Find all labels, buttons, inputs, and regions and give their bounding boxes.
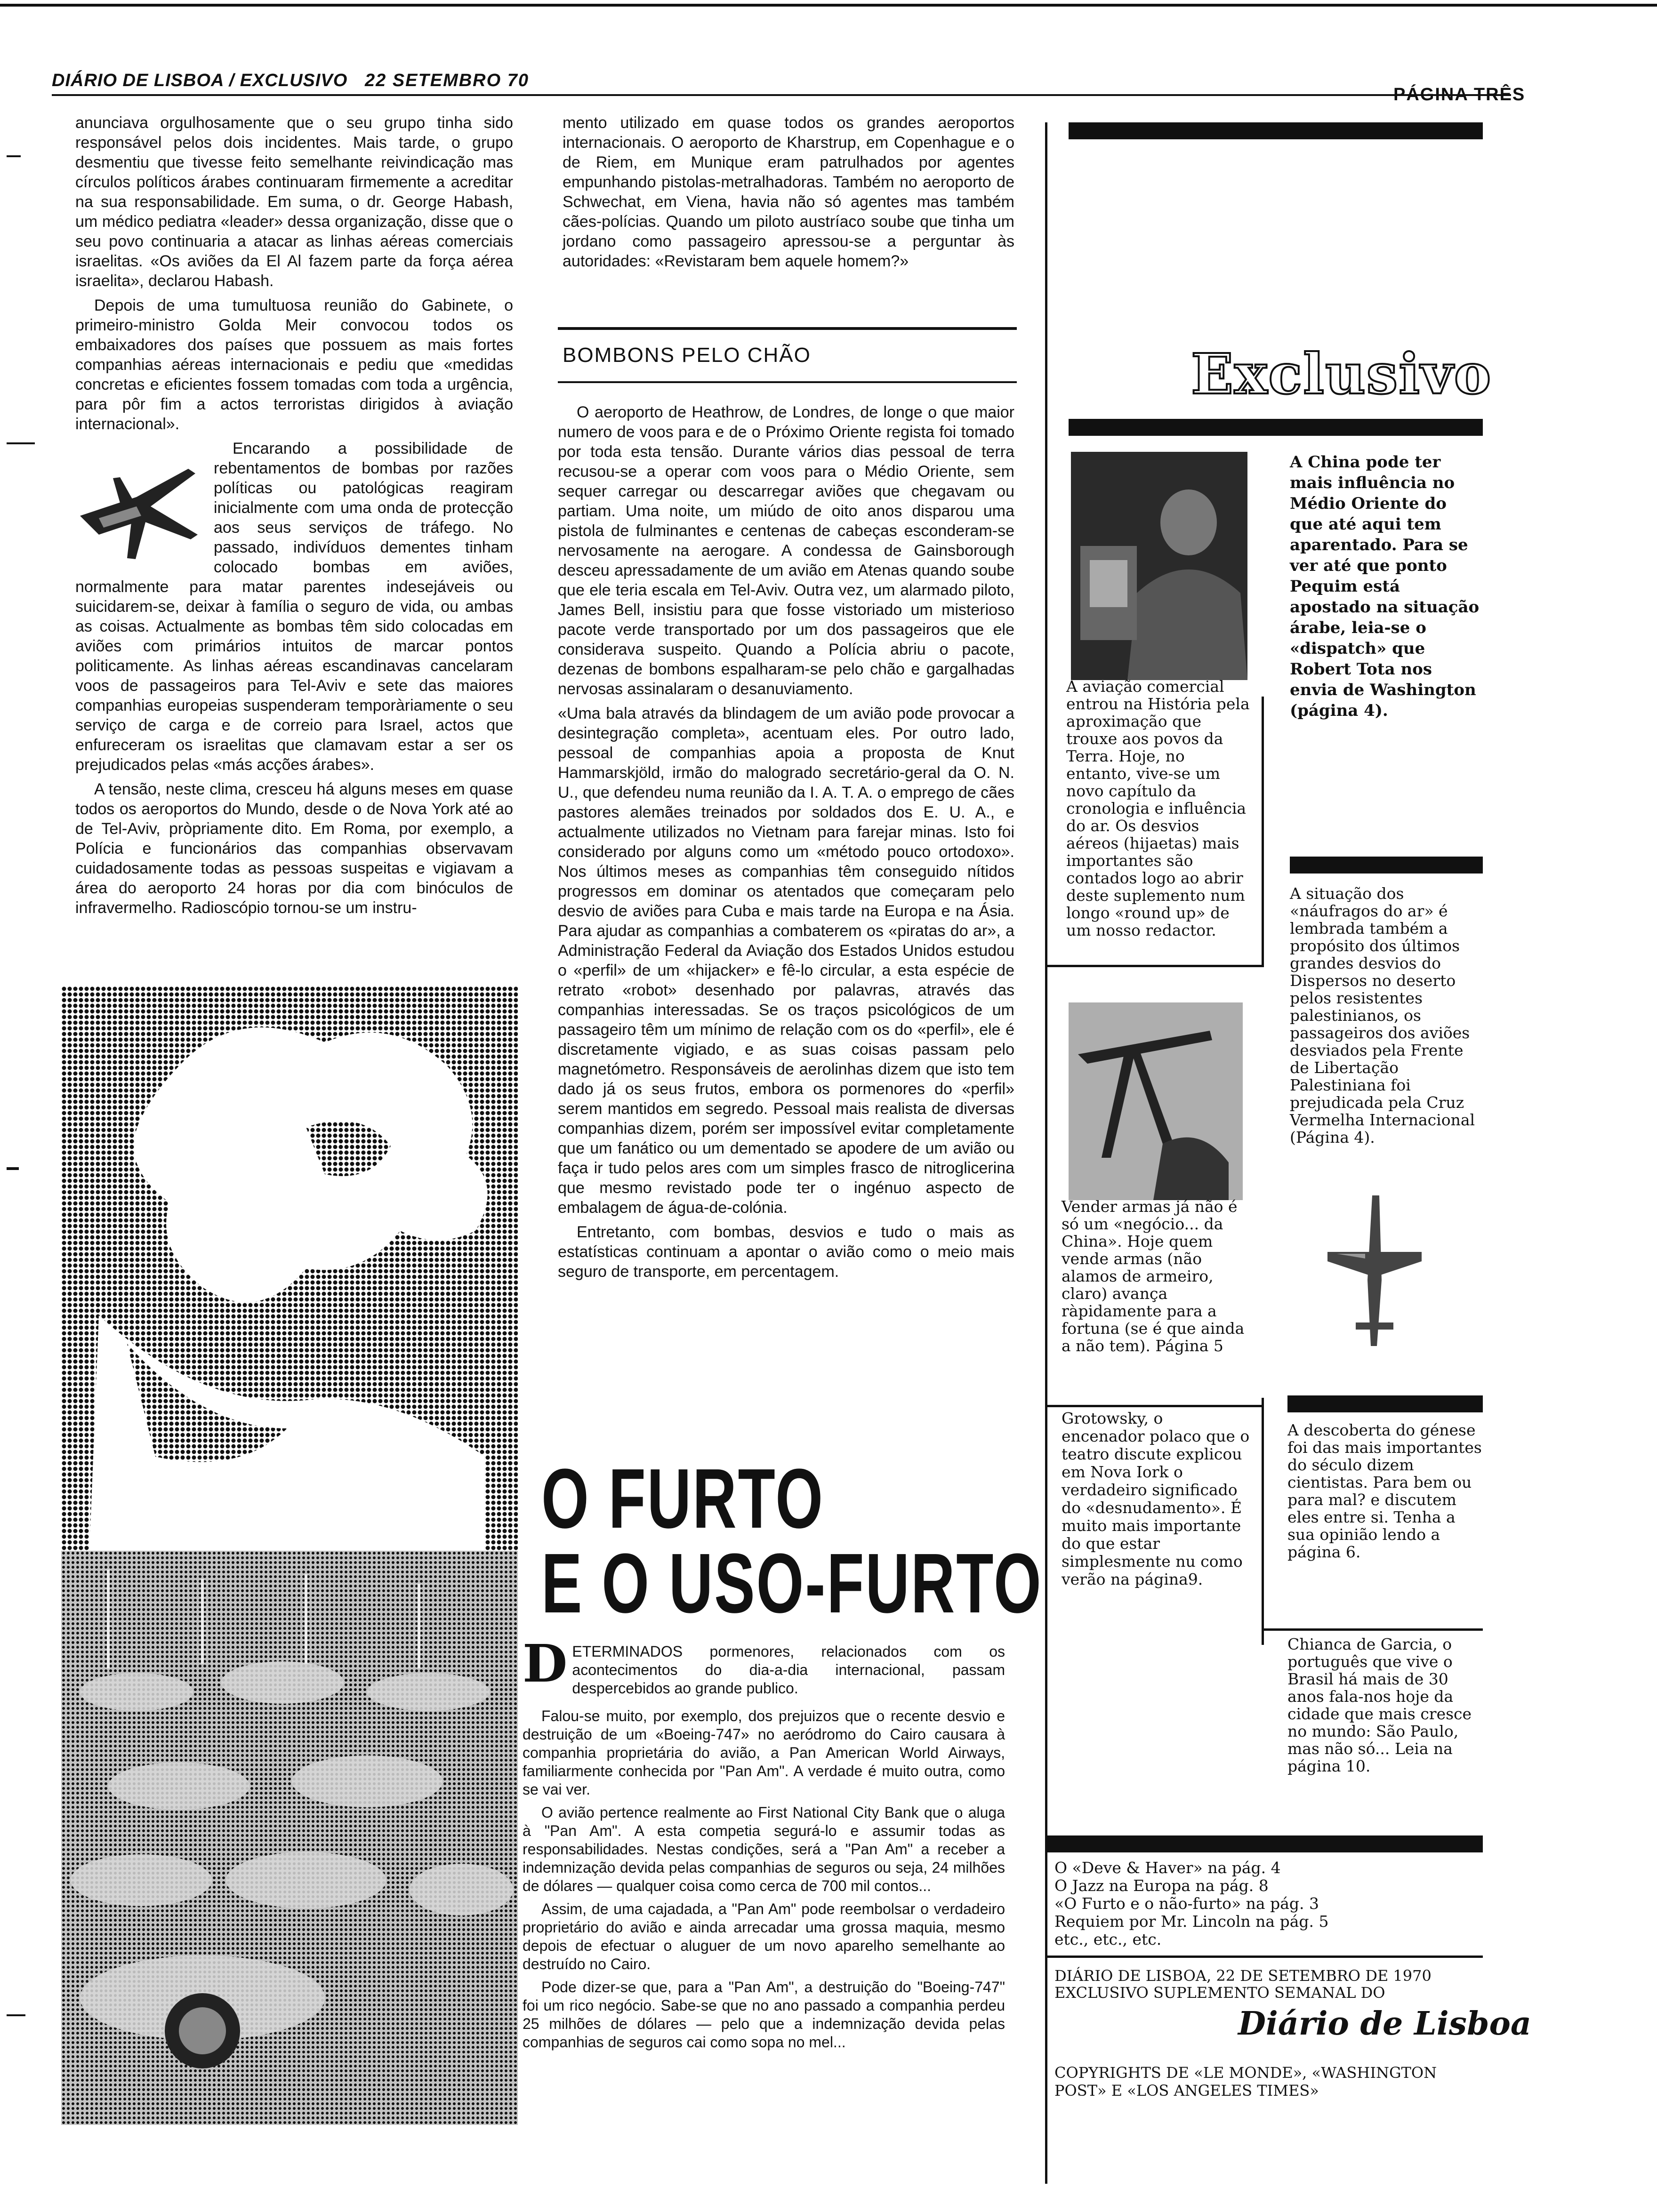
- col1-para: anunciava orgulhosamente que o seu grupo tinha sido responsável pelos dois incidentes. Mais tarde, o grupo desmentiu que tivesse feito semelhante reivindicação mas círculos políticos árabes continuaram firmemente a acreditar na sua responsabilidade. Em suma, o dr. George Habash, um médico pediatra «leader» dessa organização, disse que o seu povo continuaria a atacar as linhas aéreas comerciais israelitas. «Os aviões da El Al fazem parte da força aérea israelita», declarou Habash.: [75, 114, 513, 290]
- index-item: Requiem por Mr. Lincoln na pág. 5: [1054, 1912, 1329, 1931]
- index-item: O «Deve & Haver» na pág. 4: [1054, 1859, 1281, 1877]
- airport-photo-collage: [61, 986, 518, 2125]
- furto-para: O avião pertence realmente ao First National City Bank que o aluga à "Pan Am". A esta competia segurá-lo e assumir todas as responsabilidades. Nestas condições, será a "Pan Am" a receber a indemnização devida pelas companhias de seguros ou seja, 24 milhões de dólares — qualquer coisa como cerca de 700 mil contos...: [523, 1804, 1005, 1894]
- furto-dropcap: D: [523, 1633, 568, 1694]
- col2-body: [558, 402, 1014, 1286]
- footer-rule: [1047, 1956, 1483, 1958]
- col1-para: A tensão, neste clima, cresceu há alguns meses em quase todos os aeroportos do Mundo, desde o de Nova York até ao de Tel-Aviv, pròpriamente dito. Em Roma, por exemplo, a Polícia e funcionários das companhias observavam cuidadosamente todas as pessoas suspeitas e vigiavam a área do aeroporto 24 horas por dia com binóculos de infravermelho. Radioscópio tornou-se um instru-: [75, 780, 513, 917]
- furto-lead: [523, 1633, 1005, 1698]
- header-date: 22 SETEMBRO 70: [365, 71, 529, 90]
- sidebar-divider: [1262, 697, 1264, 965]
- furto-para: Pode dizer-se que, para a "Pan Am", a destruição do "Boeing-747" foi um rico negócio. Sabe-se que no ano passado a companhia perdeu 25 milhões de dólares — pelo que a indemnização devida pelas companhias de seguros cai como sopa no mel...: [523, 1979, 1005, 2051]
- plane-illustration-2: [1327, 1195, 1422, 1346]
- furto-para: Assim, de uma cajadada, a "Pan Am" pode reembolsar o verdadeiro proprietário do avião e ainda arrecadar uma grossa maquia, mesmo depois de efectuar o aluguer de um novo aparelho semelhante ao destruído no Cairo.: [523, 1900, 1005, 1972]
- furto-title-line2: E O USO-FURTO: [541, 1536, 1043, 1631]
- col2-top-text: mento utilizado em quase todos os grandes aeroportos internacionais. O aeroporto de Kharstrup, em Copenhague e o de Riem, em Munique eram patrulhados por agentes empunhando pistolas-metralhadoras. Também no aeroporto de Schwechat, em Viena, havia não só agentes mas também cães-polícias. Quando um piloto austríaco soube que tinha um jordano como passageiro apressou-se a perguntar às autoridades: «Revistaram bem aquele homem?»: [563, 114, 1014, 270]
- index-bar: [1047, 1835, 1483, 1852]
- footer-logo: Diário de Lisboa: [1238, 2005, 1531, 2043]
- col2-para: O aeroporto de Heathrow, de Londres, de longe o que maior numero de voos para e de o Próximo Oriente regista foi tomado por toda esta tensão. Durante vários dias pessoal de terra recusou-se a operar com voos para o Médio Oriente, sem sequer carregar ou descarregar aviões que chegavam ou partiam. Uma noite, um miúdo de oito anos disparou uma pistola de fulminantes e centenas de cabeças esconderam-se nervosamente na aerogare. A condessa de Gainsborough desceu apressadamente de um avião em Atenas quando soube que ele teria escala em Tel-Aviv. Outra vez, um alarmado piloto, James Bell, insistiu para que fosse vistoriado um misterioso pacote verde transportado por um dos passageiros que ele considerava suspeito. Quando a Polícia abriu o pacote, dezenas de bombons espalharam-se pelo chão e gargalhadas nervosas assinalaram o desanuviamento.: [558, 403, 1014, 698]
- photo-weapon: [1069, 1002, 1243, 1200]
- margin-mark: [7, 442, 35, 444]
- furto-para: Falou-se muito, por exemplo, dos prejuizos que o recente desvio e destruição de um «Boeing-747» no aeródromo do Cairo causara à companhia proprietária do avião, a Pan American World Airways, familiarmente conhecida por "Pan Am". A verdade é muito outra, como se vai ver.: [523, 1707, 1005, 1798]
- photo-aviation-passenger: [1071, 452, 1247, 680]
- genese-rule: [1264, 1628, 1483, 1631]
- genese-blurb: A descoberta do génese foi das mais importantes do século dizem cientistas. Para bem ou para mal? e discutem eles entre si. Tenha a sua opinião lendo a página 6.: [1287, 1421, 1482, 1561]
- footer-line2: EXCLUSIVO SUPLEMENTO SEMANAL DO: [1054, 1984, 1385, 2002]
- col2-para: Entretanto, com bombas, desvios e tudo o mais as estatísticas continuam a apontar o avião como o meio mais seguro de transporte, em percentagem.: [558, 1223, 1014, 1281]
- index-item: «O Furto e o não-furto» na pág. 3: [1054, 1894, 1319, 1913]
- sidebar-top-bar: [1069, 122, 1483, 139]
- margin-mark: [7, 155, 21, 157]
- top-border: [0, 4, 1657, 7]
- naufragos-blurb: A situação dos «náufragos do ar» é lembrada também a propósito dos últimos grandes desvios do Dispersos no deserto pelos resistentes palestinianos, os passageiros dos aviões desviados pela Frente de Libertação Palestiniana foi prejudicada pela Cruz Vermelha Internacional (Página 4).: [1290, 884, 1475, 1146]
- sidebar-left-border: [1045, 122, 1047, 2184]
- genese-bar: [1287, 1395, 1483, 1412]
- sidebar-rule-grotowsky: [1047, 1405, 1264, 1407]
- header-rule: [52, 94, 1511, 96]
- naufragos-bar: [1290, 857, 1483, 874]
- armas-blurb: Vender armas já não é só um «negócio... da China». Hoje quem vende armas (não alamos de armeiro, claro) avança ràpidamente para a fortuna (se é que ainda a não tem). Página 5: [1062, 1197, 1245, 1355]
- header-left: DIÁRIO DE LISBOA / EXCLUSIVO: [52, 71, 348, 90]
- grotowsky-divider: [1262, 1398, 1264, 1645]
- index-list: [1054, 1859, 1478, 1948]
- col2-para: «Uma bala através da blindagem de um avião pode provocar a desintegração completa», acentuam eles. Por outro lado, pessoal de companhias apoia a proposta de Knut Hammarskjöld, irmão do malogrado secretário-geral da O. N. U., que defendeu numa reunião da I. A. T. A. o emprego de cães pastores alemães treinados por soldados dos E. U. A., e actualmente utilizados no Vietnam para farejar minas. Isto foi considerado por alguns como um «método pouco ortodoxo». Nos últimos meses as companhias têm conseguido nítidos progressos em dominar os atentados que começaram pelo desvio de aviões para Cuba e mais tarde na Europa e na Ásia. Para ajudar as companhias a combaterem os «piratas do ar», a Administração Federal da Aviação dos Estados Unidos estudou o «perfil» de um «hijacker» e fê-lo circular, a esta espécie de retrato «robot» desenhado por palavras, através das companhias interessadas. Se os traços psicológicos de um passageiro têm um mínimo de relação com os do «perfil», ele é discretamente vigiado, e as suas coisas passam pelo magnetómetro. Responsáveis de aerolinhas dizem que isto tem dado já os seus frutos, embora os pormenores do «perfil» serem mantidos em segredo. Pessoal mais realista de diversas companhias dizem, porém ser impossível evitar completamente que um fanático ou um dementado se apodere de um avião ou faça ir tudo pelos ares com um simples frasco de nitroglicerina que mesmo revistado pode ter o ingénuo aspecto de embalagem de água-de-colónia.: [558, 705, 1014, 1217]
- furto-title-line1: O FURTO: [541, 1451, 824, 1546]
- exclusivo-title: Exclusivo: [1191, 341, 1492, 407]
- grotowsky-blurb: Grotowsky, o encenador polaco que o teatro discute explicou em Nova Iork o verdadeiro significado do «desnudamento». É muito mais importante do que estar simplesmente nu como verão na página9.: [1062, 1409, 1250, 1588]
- col2-heading-rule: [558, 327, 1017, 330]
- exclusivo-bar: [1069, 419, 1483, 436]
- index-item: etc., etc., etc.: [1054, 1930, 1162, 1948]
- margin-mark: [7, 1167, 19, 1170]
- col1-para: Encarando a possibilidade de rebentamentos de bombas por razões políticas ou patológicas reagiram inicialmente com uma onda de protecção aos seus serviços de tráfego. No passado, indivíduos dementes tinham colocado bombas em aviões, normalmente para matar parentes indesejáveis ou suicidarem-se, deixar à família o seguro de vida, ou ambas as coisas. Actualmente as bombas têm sido colocadas em aviões com primários intuitos de marcar pontos politicamente. As linhas aéreas escandinavas cancelaram voos de passageiros para Tel-Aviv e sete das maiores companhias europeias suspenderam temporàriamente o seu serviço de carga e de correio para Israel, actos que enfureceram os israelitas que clamavam estar a ser os prejudicados pelas «más acções árabes».: [75, 440, 513, 774]
- sidebar-rule-mid: [1047, 965, 1264, 967]
- china-blurb: A China pode ter mais influência no Médio Oriente do que até aqui tem aparentado. Para se ver até que ponto Pequim está apostado na situação árabe, leia-se o «dispatch» que Robert Tota nos envia de Washington (página 4).: [1290, 453, 1480, 720]
- plane-illustration-1: [71, 441, 207, 572]
- copyright: COPYRIGHTS DE «LE MONDE», «WASHINGTON POST» E «LOS ANGELES TIMES»: [1054, 2064, 1437, 2100]
- furto-lead-text: ETERMINADOS pormenores, relacionados com os acontecimentos do dia-a-dia internacional, passam despercebidos ao grande publico.: [572, 1643, 1005, 1697]
- col2-heading: BOMBONS PELO CHÃO: [563, 344, 811, 367]
- chianca-blurb: Chianca de Garcia, o português que vive o Brasil há mais de 30 anos fala-nos hoje da cidade que mais cresce no mundo: São Paulo, mas não só... Leia na página 10.: [1287, 1635, 1472, 1775]
- col1-text: [75, 113, 513, 922]
- exclusivo-masthead: [1191, 339, 1492, 409]
- margin-mark: [7, 2014, 25, 2016]
- col1-para: Depois de uma tumultuosa reunião do Gabinete, o primeiro-ministro Golda Meir convocou todos os embaixadores dos países que possuem as mais fortes companhias aéreas internacionais e pediu que «medidas concretas e eficientes fossem tomadas com toda a urgência, para pôr fim a actos terroristas dirigidos à aviação internacional».: [75, 297, 513, 433]
- index-item: O Jazz na Europa na pág. 8: [1054, 1876, 1269, 1895]
- aviacao-blurb: A aviação comercial entrou na História pela aproximação que trouxe aos povos da Terra. Hoje, no entanto, vive-se um novo capítulo da cronologia e influência do ar. Os desvios aéreos (hijaetas) mais importantes são contados logo ao abrir deste suplemento num longo «round up» de um nosso redactor.: [1066, 677, 1250, 939]
- header-page: PÁGINA TRÊS: [1393, 85, 1526, 104]
- furto-body: [523, 1633, 1005, 2056]
- footer-line1: DIÁRIO DE LISBOA, 22 DE SETEMBRO DE 1970: [1054, 1967, 1432, 1985]
- col2-heading-rule-bottom: [558, 381, 1017, 383]
